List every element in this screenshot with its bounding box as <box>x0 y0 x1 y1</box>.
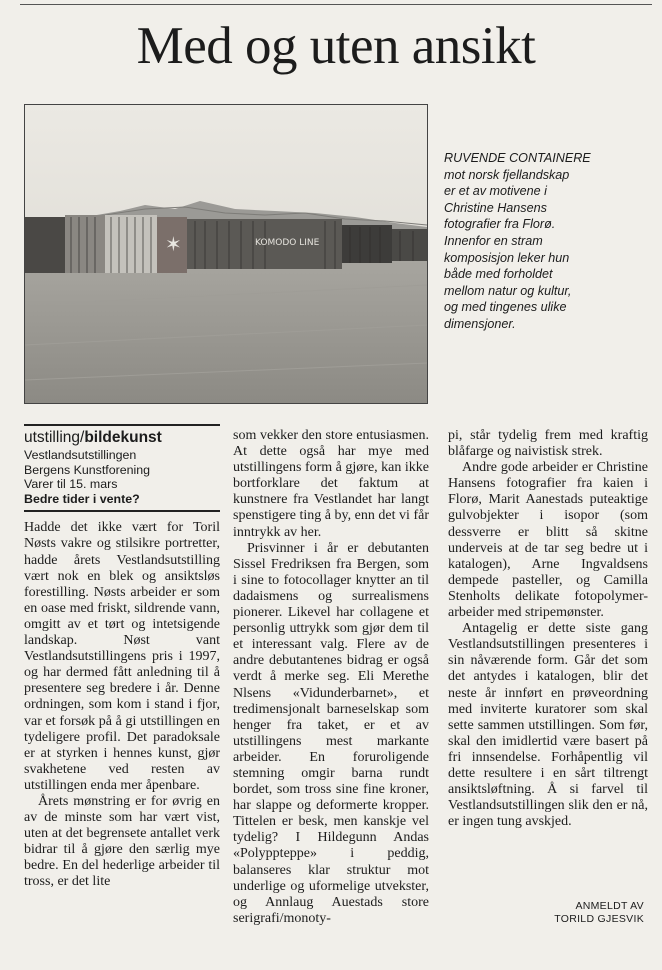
paragraph: Andre gode arbeider er Christine Hansens fotografier fra kaien i Florø, Marit Aanestads puteaktige gulvobjekter i isopor (som dessverre er blitt så skitne underveis at de tar seg bedre ut i katalogen), Arne Ingvaldsens dempede pasteller, og Camilla Stenholts delikate fotopolymer-arbeider med stripemønster. <box>448 460 648 621</box>
container-label: KOMODO LINE <box>255 238 320 248</box>
caption-line: Christine Hansens <box>444 200 547 215</box>
paragraph: Hadde det ikke vært for Toril Nøsts vakre og stilsikre portretter, hadde årets Vestlandsutstilling vært nok en blek og ansiktsløs forestilling. Nøsts arbeider er som en oase med friskt, sildrende vann, omgitt av et tørt og intetsigende landskap. Nøst vant Vestlandsutstillingens pris i 1997, og har dermed fått anledning til å presentere seg bredere i år. Denne ordningen, som kom i stand i fjor, var et forsøk på å gi utstillingen en tydeligere profil. Det paradoksale er at styrken i hennes kunst, gjør svakhetene ved resten av utstillingen enda mer åpenbare. <box>24 520 220 793</box>
containers-photo <box>25 105 427 403</box>
top-rule <box>20 4 652 5</box>
exhibition-name: Vestlandsutstillingen <box>24 448 137 462</box>
paragraph: Antagelig er dette siste gang Vestlandsutstillingen presenteres i sin nåværende form. Går det som det antydes i katalogen, blir det neste år innført en prøveordning med inviterte kuratorer som skal sette sammen utstillingen. Som før, skal den imidlertid være basert på fri innsendelse. Forhåpentlig vil dette resultere i en sårt tiltrengt ansiktsløftning. Å si farvel til Vestlandsutstillingen slik den er nå, er ingen tung avskjed. <box>448 621 648 830</box>
exhibition-venue: Bergens Kunstforening <box>24 462 151 477</box>
caption-line: mellom natur og kultur, <box>444 283 572 298</box>
caption-line: og med tingenes ulike <box>444 300 567 315</box>
paragraph: Prisvinner i år er debutanten Sissel Fredriksen fra Bergen, som i sine to fotocollager knytter an til dadaismens og surrealismens pionerer. Likevel har collagene et personlig uttrykk som gjør dem til et interessant valg. Flere av de andre debutantenes bidrag er også verdt å merke seg. Eli Merethe Nlsens «Vidunderbarnet», et tredimensjonalt barneselskap som henger fra taket, er et av utstillingens mest markante arbeider. En foruroligende stemning omgir barna rundt bordet, som tross sine fine kroner, har slappe og deformerte kropper. Tittelen er besk, men kanskje vel tydelig? I Hildegunn Andas «Polyppteppe» i peddig, balanseres klar struktur mot underlige og uformelige utvekster, og Annlaug Auestads store serigrafi/monoty- <box>233 540 429 926</box>
caption-line: Innenfor en stram <box>444 233 543 248</box>
photo-caption <box>444 150 654 333</box>
caption-line: komposisjon leker hun <box>444 250 570 265</box>
exhibition-infobox <box>24 424 220 512</box>
svg-text:✶: ✶ <box>165 232 182 256</box>
paragraph: Årets mønstring er for øvrig en av de minste som har vært vist, uten at det begrensete antallet verk bidrar til å gjøre den særlig mye bedre. En del hederlige arbeider til tross, er det lite <box>24 793 220 890</box>
column-3 <box>448 428 648 830</box>
paragraph: som vekker den store entusiasmen. At dette også har mye med utstillingens form å gjøre, kan ikke bortforklare det faktum at kunstnere fra Vestlandet har langt spenstigere ting å by, enn det vi får inntrykk av her. <box>233 428 429 540</box>
column-2 <box>233 428 429 927</box>
section-kicker <box>24 428 220 448</box>
caption-line: er et av motivene i <box>444 184 547 199</box>
exhibition-dates: Varer til 15. mars <box>24 477 118 492</box>
byline <box>554 900 644 926</box>
caption-line: dimensjoner. <box>444 316 516 331</box>
article-headline: Med og uten ansikt <box>136 17 536 75</box>
caption-line: mot norsk fjellandskap <box>444 167 570 182</box>
caption-line: RUVENDE CONTAINERE <box>444 151 591 165</box>
caption-line: både med forholdet <box>444 267 553 282</box>
column-1 <box>24 424 220 891</box>
byline-label: ANMELDT AV <box>575 900 644 912</box>
review-verdict: Bedre tider i vente? <box>24 491 140 506</box>
kicker-subcategory: bildekunst <box>84 429 162 446</box>
kicker-category: utstilling/ <box>24 429 85 446</box>
paragraph: pi, står tydelig frem med kraftig blåfarge og naivistisk strek. <box>448 428 648 460</box>
article-photo <box>24 104 428 404</box>
caption-line: fotografier fra Florø. <box>444 217 556 232</box>
byline-author: TORILD GJESVIK <box>554 913 644 925</box>
